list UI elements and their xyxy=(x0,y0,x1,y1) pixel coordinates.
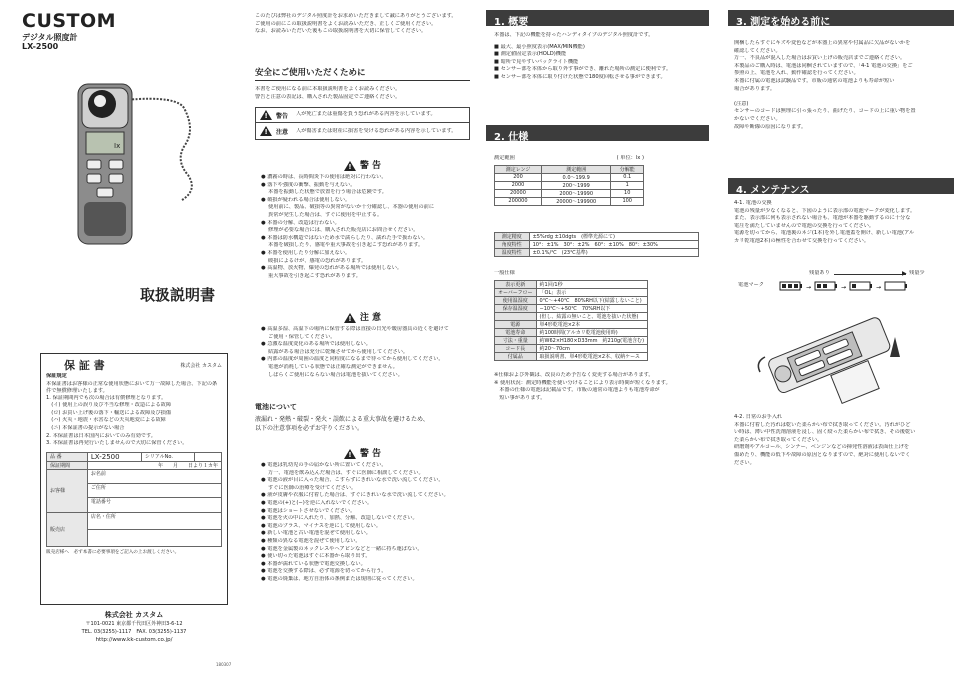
warning-title: 警 告 xyxy=(359,161,382,171)
battery-warning-item: すぐに医師の治療を受けてください。 xyxy=(268,484,357,491)
device-illustration xyxy=(70,70,210,250)
range-header: 分解能 xyxy=(611,165,644,173)
feature-text: 最大、最小照度表示(MAX/MIN機能) xyxy=(500,43,585,50)
overview-title: 1. 概要 xyxy=(494,17,529,28)
maintenance-title: 4. メンテナンス xyxy=(736,185,810,196)
battery-warning-item: ● 電池の(+)と(−)を逆に入れないでください。 xyxy=(261,500,470,508)
range-cell: 100 xyxy=(611,197,644,205)
prep-line: 参照の上、電池を入れ、動作確認を行ってください。 xyxy=(734,70,859,77)
warranty-clauses xyxy=(46,395,222,448)
column-cover xyxy=(0,0,235,679)
print-code: 180307 xyxy=(216,662,232,667)
table-row xyxy=(495,281,648,289)
warning-item: ● 破損が疑われる場合は使用しない。 xyxy=(261,197,470,205)
warranty-field: 電話番号 xyxy=(87,498,221,512)
battery-indicator-diagram: 残量あり 残量少 ▶ 電池マーク → → → xyxy=(734,270,949,300)
feature-text: 測定値固定表示(HOLD)機能 xyxy=(500,51,567,58)
warning-item: ● 本器は防水構造ではないため水で濡らしたり、濡れた手で扱わない。 xyxy=(261,235,470,243)
battery-warning-item: 万一、電池を飲み込んだ場合は、すぐに医師に相談してください。 xyxy=(268,469,424,476)
overview-intro: 本器は、下記の機能を持ったハンディタイプのデジタル照度計です。 xyxy=(494,32,654,38)
battery-warning-item: ● 液が皮膚や衣服に付着した場合は、すぐにきれいな水で洗い流してください。 xyxy=(261,492,470,500)
legend-tag: 警告 xyxy=(276,112,289,120)
maintenance-line: カリ乾電池2本)の極性を合わせて交換を行ってください。 xyxy=(734,237,870,244)
range-cell: 2000 xyxy=(495,181,542,189)
column-spec xyxy=(484,0,709,679)
accuracy-value: ±5%rdg ±10dgts (標準光源にて) xyxy=(529,233,698,241)
warranty-note: 販売店様へ 必ず本書に必要事項をご記入の上お渡しください。 xyxy=(46,549,180,555)
range-header: 測定レンジ xyxy=(495,165,542,173)
warranty-clause: 3. 本保証書は再発行いたしませんので大切に保管ください。 xyxy=(46,440,188,447)
spec-label: コード長 xyxy=(495,345,537,353)
spec-header xyxy=(486,125,709,141)
warranty-card xyxy=(40,353,228,605)
warranty-serial-label: シリアルNo. xyxy=(141,452,194,461)
battery-warning-item: ● 種類の異なる電池を混ぜて使用しない。 xyxy=(261,538,470,546)
spec-unit: ( 単位：lx ) xyxy=(616,155,644,161)
feature-text: センサー部を本体に取り付けた状態で180度回転させる事ができます。 xyxy=(500,73,666,80)
caution-item: ご使用・保管してください。 xyxy=(268,333,336,340)
range-cell: 10 xyxy=(611,189,644,197)
caution-list xyxy=(255,326,470,379)
table-row xyxy=(495,241,699,249)
table-row xyxy=(495,289,648,297)
warranty-clause: (イ) 使用上の誤り及び不当な修理・改造による故障 xyxy=(46,402,172,409)
range-cell: 200000 xyxy=(495,197,542,205)
table-row xyxy=(495,173,644,181)
warranty-field: ご住所 xyxy=(87,484,221,498)
range-cell: 2000〜19990 xyxy=(541,189,610,197)
battery-title: 電池について xyxy=(255,403,297,411)
spec-note: ※仕様および外観は、改良のため予告なく変更する場合があります。 xyxy=(494,372,654,378)
caution-title: 注 意 xyxy=(359,313,382,323)
table-row xyxy=(495,249,699,257)
battery-warning-list xyxy=(255,462,470,584)
maintenance-line: ださい。 xyxy=(734,459,755,466)
legend-tag: 注意 xyxy=(276,128,289,136)
table-row xyxy=(495,345,648,353)
accuracy-label: 測定精度 xyxy=(495,233,530,241)
battery-warning-item: ● 電池を金属製のネックレスやヘアピンなどと一緒に持ち運ばない。 xyxy=(261,546,470,554)
column-maintenance xyxy=(722,0,954,679)
spec-value: 取扱説明書、単4形乾電池×2本、収納ケース xyxy=(536,353,648,361)
maintenance-header xyxy=(728,178,954,194)
table-row xyxy=(495,189,644,197)
battery-replacement-illustration xyxy=(750,302,910,412)
range-cell: 200〜1999 xyxy=(541,181,610,189)
warning-item: ● 本器を使用したり分解に加えない。 xyxy=(261,250,470,258)
warning-icon xyxy=(344,161,356,171)
battery-icons xyxy=(779,280,949,294)
warning-item: ● 落下や強度の衝撃、振動を与えない。 xyxy=(261,182,470,190)
legend-box xyxy=(255,107,470,140)
battery-warning-item: ● 電池は乳幼児の手の届かない所に置いてください。 xyxy=(261,462,470,470)
prep-line: 開梱したらすぐにキズや変色などが本器上の異常や付属品に欠品がないかを xyxy=(734,40,911,46)
warning-item: 重大事故を引き起こす恐れがあります。 xyxy=(268,272,361,279)
warning-icon xyxy=(344,449,356,459)
warranty-field: お名前 xyxy=(87,469,221,483)
battery-text: 液漏れ・発熱・破裂・発火・誤飲による重大事故を避けるため、 xyxy=(255,416,429,423)
battery-text: 以下の注意事項を必ずお守りください。 xyxy=(255,425,364,432)
accuracy-value: ±0.1%/℃ (23℃基準) xyxy=(529,249,698,257)
battery-warning-item: ● 電池のプラス、マイナスを逆にして使用しない。 xyxy=(261,523,470,531)
spec-label: 寸法・重量 xyxy=(495,337,537,345)
spec-value: −10℃〜+50℃ 70%RH以下 xyxy=(536,305,648,313)
maintenance-line: また、表示部に何も表示されない場合も、電池が本器を駆動するのに十分な xyxy=(734,215,911,222)
prep-line: 本器に付属の電池は試験品です。市販の通常の電池よりも寿命が短い xyxy=(734,77,895,84)
feature-text: センサー部を本体から取り外す事ができ、離れた場所の測定に便利です。 xyxy=(500,66,672,73)
maintenance-line: 本器に付着した汚れは乾いた柔らかい布で拭き取ってください。汚れがひど xyxy=(734,421,911,428)
caution-item: ● 内部の温度が周囲の温度と同程度になるまで待ってから使用してください。 xyxy=(261,356,470,364)
spec-label: オーバーフロー xyxy=(495,289,537,297)
warning-item: 異常が発生した場合は、すぐに使用を中止する。 xyxy=(268,211,383,218)
company-name: 株式会社 カスタム xyxy=(104,611,164,619)
prep-line: 万一、不良品が混入した場合はお買い上げの販売店までご連絡ください。 xyxy=(734,55,906,62)
battery-warning-item: ● 電池を交換する際は、必ず電源を切ってから行う。 xyxy=(261,568,470,576)
accuracy-value: 10°：±1% 30°：±2% 60°：±10% 80°：±30% xyxy=(529,241,698,249)
overview-header xyxy=(486,10,709,26)
caution-icon xyxy=(260,126,272,136)
warranty-customer-label: お客様 xyxy=(47,469,88,512)
warning-item: ● 濃霧の時は、長時間炎下の使用は絶対に行わない。 xyxy=(261,174,470,182)
feature-text: 暗所で見やすいバックライト機能 xyxy=(500,58,579,65)
battery-warning-title: 警 告 xyxy=(359,449,382,459)
prep-title: 3. 測定を始める前に xyxy=(736,17,831,28)
company-url[interactable]: http://www.kk-custom.co.jp/ xyxy=(95,637,173,643)
intro-line: なお、お読みいただいた後もこの取扱説明書を大切に保管してください。 xyxy=(255,28,427,35)
company-address: 〒101-0021 東京都千代田区外神田3-6-12 xyxy=(85,621,183,627)
warranty-clause: (ハ) 火災・地震・水害などの天災地変による故障 xyxy=(46,417,166,424)
prep-line: 故障や断線の原因になります。 xyxy=(734,123,807,130)
maintenance-line: 電圧を満たしていませんので電池の交換を行ってください。 xyxy=(734,222,875,229)
range-cell: 0.0〜199.9 xyxy=(541,173,610,181)
safety-text: 警告と注意の表記は、購入された製品固定でご連絡ください。 xyxy=(255,93,401,100)
table-row xyxy=(495,313,648,321)
spec-value: 約W62×H180×D33mm 約210g(電池含む) xyxy=(536,337,648,345)
spec-subtitle: 測定範囲 xyxy=(494,155,515,161)
caution-item: 電池が消耗している状態では正確な測定ができません。 xyxy=(268,363,398,370)
table-row xyxy=(495,353,648,361)
table-row xyxy=(495,305,648,313)
battery-one-third-icon xyxy=(850,282,872,290)
svg-text:→: → xyxy=(806,284,812,291)
range-table xyxy=(494,165,644,206)
spec-note: 短い事があります。 xyxy=(494,394,546,401)
warning-list xyxy=(255,174,470,280)
spec-title: 2. 仕様 xyxy=(494,132,529,143)
prep-line: 確認してください。 xyxy=(734,47,781,54)
accuracy-table xyxy=(494,232,699,257)
feature-item: ■ 暗所で見やすいバックライト機能 xyxy=(494,58,579,65)
warranty-clause-heading: 保証規定 xyxy=(46,373,67,379)
warranty-clause: 2. 本保証書は日本国内においてのみ有効です。 xyxy=(46,432,156,439)
warranty-intro: 本保証書はお客様の正常な使用状態において万一故障した場合、下記の条件で無償修理いたします。 xyxy=(46,380,218,395)
prep-line: (注意) xyxy=(734,100,749,107)
battery-warning-item: ● 電池はショートさせないでください。 xyxy=(261,508,470,516)
company-footer xyxy=(40,610,228,645)
caution-item: ● 高温多湿、高温下の場所に保管する際は直接の日光や暖房器具の近くを避けて xyxy=(261,326,470,334)
maintenance-line: た柔らかい布で拭き取ってください。 xyxy=(734,436,823,443)
warranty-field xyxy=(87,529,221,546)
legend-text: 人が傷害または財産に損害を受ける恐れがある内容を示しています。 xyxy=(296,127,457,134)
table-row xyxy=(495,233,699,241)
model-number: LX-2500 xyxy=(22,42,59,51)
caution-item: 結露がある場合は充分に乾燥させてから使用してください。 xyxy=(268,348,409,355)
maintenance-line: い時は、薄い中性洗剤溶液を浸し、固く絞った柔らかい布で拭き、その後乾い xyxy=(734,429,916,436)
warranty-store-label: 販売店 xyxy=(47,512,88,546)
spec-value: 「OL」表示 xyxy=(536,289,648,297)
table-row xyxy=(495,181,644,189)
table-row xyxy=(495,329,648,337)
spec-label: 保存温湿度 xyxy=(495,305,537,313)
caution-icon xyxy=(344,313,356,323)
svg-text:→: → xyxy=(876,284,882,291)
spec-label: 電源 xyxy=(495,321,537,329)
prep-line: センサーのコードは無理に引っ張ったり、曲げたり、コードの上に重い物を置 xyxy=(734,108,916,115)
spec-note: ※ 使用状況：測定時機能を使い分けることにより表示時間が短くなります。 xyxy=(494,379,671,386)
maintenance-subtitle: 4-2. 日常のお手入れ xyxy=(734,414,783,420)
maintenance-line: 電池の残量が少なくなると、下図のように表示部の電池マークが変化します。 xyxy=(734,207,916,214)
warranty-clause: 1. 保証期間内でも次の場合は有償修理となります。 xyxy=(46,394,167,401)
battery-warning-item: ● 電池を火の中に入れたり、加熱、分解、改造しないでください。 xyxy=(261,515,470,523)
prep-line xyxy=(734,93,954,101)
maintenance-line: 研磨剤やアルコール、シンナー、ベンジンなどの揮発性溶液は表面仕上げを xyxy=(734,444,910,451)
spec-note: 本器の仕様の電池は記載品です。市販の通常の電池よりも電池寿命が xyxy=(494,387,660,394)
battery-full-icon xyxy=(780,282,802,290)
brand-logo: CUSTOM xyxy=(22,10,117,32)
warranty-clause: (ロ) お買い上げ後の落下・輸送による故障及び損傷 xyxy=(46,409,172,416)
warranty-model-value: LX-2500 xyxy=(87,452,141,461)
battery-two-thirds-icon xyxy=(815,282,837,290)
maintenance-subtitle: 4-1. 電池の交換 xyxy=(734,200,772,206)
feature-item: ■ センサー部を本体から取り外す事ができ、離れた場所の測定に便利です。 xyxy=(494,66,672,73)
general-spec-table xyxy=(494,280,648,361)
spec-value: 約100時間(アルカリ乾電池使用時) xyxy=(536,329,648,337)
range-cell: 20000 xyxy=(495,189,542,197)
company-tel: TEL. 03(3255)-1117 FAX. 03(3255)-1137 xyxy=(81,629,187,635)
feature-item: ■ センサー部を本体に取り付けた状態で180度回転させる事ができます。 xyxy=(494,73,666,80)
warning-item: 本器を振動した状態で放置を行う場合は危険です。 xyxy=(268,189,387,196)
legend-text: 人が死亡または重傷を負う恐れがある内容を示しています。 xyxy=(296,111,436,118)
spec-value: 約1回/1秒 xyxy=(536,281,648,289)
maintenance-line: 傷めたり、機能の低下や故障の原因となりますので、絶対に使用しないでく xyxy=(734,451,911,458)
table-row xyxy=(495,197,644,205)
prep-line: かないでください。 xyxy=(734,115,781,122)
caution-item: しばらくご使用にならない場合は電池を抜いてください。 xyxy=(268,371,403,378)
spec-value: 約20〜70cm xyxy=(536,345,648,353)
warning-item: 本器を破損したり、感電や重大事故を引き起こす恐れがあります。 xyxy=(268,242,424,249)
warranty-company-stamp: 株式会社 カスタム xyxy=(180,363,222,369)
battery-warning-item: ● 電池の廃棄は、地方自治体の条例または規則に従ってください。 xyxy=(261,576,470,584)
maintenance-line: 電源を切ってから、電池裏のネジ(1本)を外し電池蓋を開け、新しい電池(アル xyxy=(734,230,915,237)
spec-label: 表示更新 xyxy=(495,281,537,289)
intro-line: このたびは弊社のデジタル照度計をお求めいただきまして誠にありがとうございます。 xyxy=(255,13,457,19)
feature-item: ■ 測定値固定表示(HOLD)機能 xyxy=(494,51,567,58)
range-cell: 20000〜199900 xyxy=(541,197,610,205)
warning-item: ● 高温物、放火物、爆発の恐れがある場所では使用しない。 xyxy=(261,265,470,273)
range-cell: 200 xyxy=(495,173,542,181)
spec-label: 使用温湿度 xyxy=(495,297,537,305)
accuracy-label: 角度特性 xyxy=(495,241,530,249)
general-label: 一般仕様 xyxy=(494,270,515,276)
warning-item: 使用前に、製品、破損等の異常がないか十分確認し、本器の使用の前に xyxy=(268,204,435,211)
spec-value: 単4形乾電池×2本 xyxy=(536,321,648,329)
warranty-field: 店名・住所 xyxy=(87,512,221,529)
prep-header xyxy=(728,10,954,26)
battery-mark-label: 電池マーク xyxy=(738,282,764,288)
range-header: 測定範囲 xyxy=(541,165,610,173)
caution-item: ● 急激な温度変化のある場所では使用しない。 xyxy=(261,341,470,349)
table-row xyxy=(495,297,648,305)
prep-line: 本製品のご購入時は、電池は同梱されていますので、「4-1 電池の交換」をご xyxy=(734,62,913,69)
spec-value: (但し、結露の無いこと、電池を抜いた状態) xyxy=(536,313,648,321)
warranty-table xyxy=(46,452,222,547)
safety-title: 安全にご使用いただくために xyxy=(255,66,470,81)
spec-label xyxy=(495,313,537,321)
warranty-model-label: 品 番 xyxy=(47,452,88,461)
spec-value: 0℃〜+40℃ 80%RH以下(結露しないこと) xyxy=(536,297,648,305)
battery-label-full: 残量あり xyxy=(809,270,830,276)
warning-icon xyxy=(260,110,272,120)
battery-warning-item: ● 本器が濡れている状態で電池交換しない。 xyxy=(261,561,470,569)
table-row xyxy=(495,337,648,345)
warranty-title: 保 証 書 xyxy=(64,359,105,372)
warranty-period-value: 年 月 日より１カ年 xyxy=(87,461,221,469)
safety-text: 本書をご使用になる前に本取扱説明書をよくお読みください。 xyxy=(255,86,401,92)
accuracy-label: 温度特性 xyxy=(495,249,530,257)
spec-label: 電池寿命 xyxy=(495,329,537,337)
battery-warning-item: ● 電池の液が目に入った場合、こすらずにきれいな水で洗い流してください。 xyxy=(261,477,470,485)
battery-label-empty: 残量少 xyxy=(909,270,925,276)
range-cell: 1 xyxy=(611,181,644,189)
device-display-text: Ix xyxy=(114,142,121,150)
feature-item: ■ 最大、最小照度表示(MAX/MIN機能) xyxy=(494,43,585,50)
column-safety xyxy=(255,0,470,679)
range-cell: 0.1 xyxy=(611,173,644,181)
warning-item: ● 本器の分解、改造は行わない。 xyxy=(261,220,470,228)
warning-item: 修理が必要な場合には、購入された販売店にお問合せください。 xyxy=(268,227,419,234)
table-row xyxy=(495,321,648,329)
svg-text:→: → xyxy=(841,284,847,291)
manual-title: 取扱説明書 xyxy=(140,286,216,304)
prep-line: 場合があります。 xyxy=(734,85,776,92)
warranty-period-label: 保証期間 xyxy=(47,461,88,469)
warranty-clause: (ニ) 本保証書の提示がない場合 xyxy=(46,424,125,431)
spec-label: 付属品 xyxy=(495,353,537,361)
battery-warning-item: ● 使い切った電池はすぐに本器から取り出す。 xyxy=(261,553,470,561)
product-name: デジタル照度計 xyxy=(22,33,78,42)
battery-warning-item: ● 新しい電池と古い電池を混ぜて使用しない。 xyxy=(261,530,470,538)
warning-item: 破損によるけが、感電の恐れがあります。 xyxy=(268,257,367,264)
intro-line: ご使用の前にこの取扱説明書をよくお読みいただき、正しくご使用ください。 xyxy=(255,20,437,27)
battery-empty-icon xyxy=(885,282,907,290)
